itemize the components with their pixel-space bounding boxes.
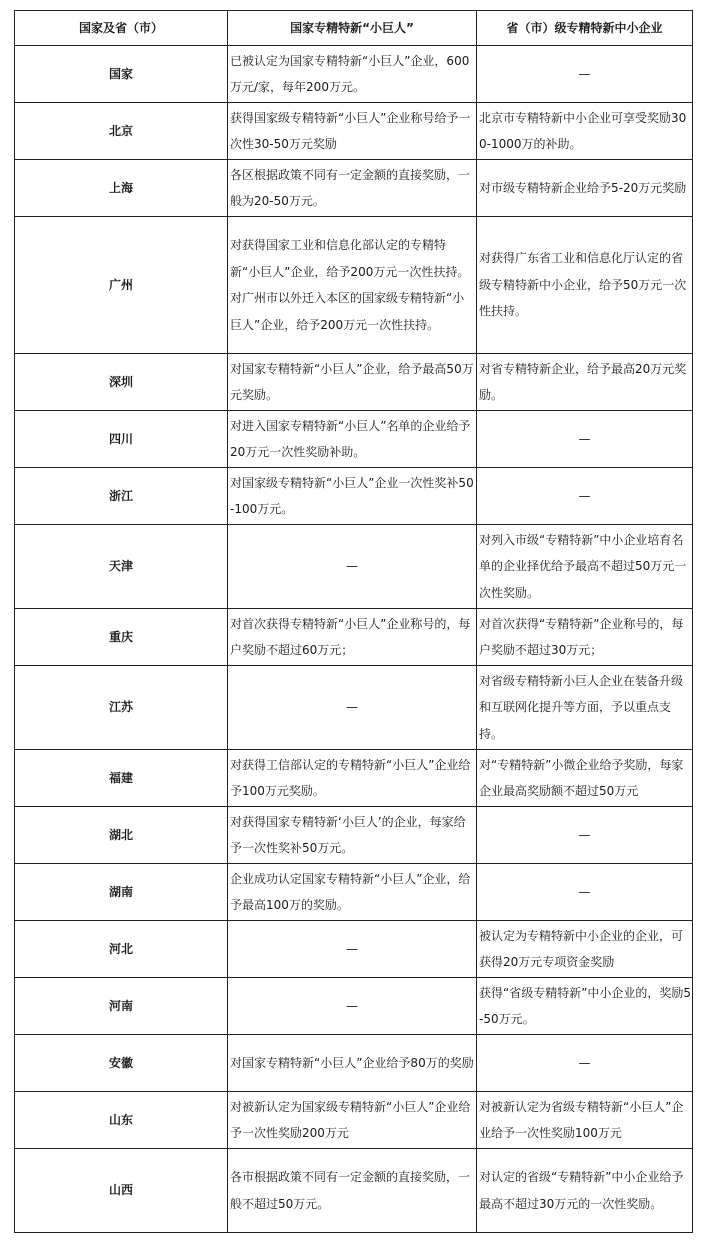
table-row: [15, 217, 693, 354]
national-policy-cell: —: [228, 525, 477, 609]
provincial-policy-cell: —: [477, 864, 693, 921]
national-policy-cell: 对获得国家工业和信息化部认定的专精特新“小巨人”企业，给予200万元一次性扶持。对广州市以外迁入本区的国家级专精特新“小巨人”企业，给予200万元一次性扶持。: [228, 217, 477, 354]
region-cell: 广州: [15, 217, 228, 354]
national-policy-cell: 对被新认定为国家级专精特新“小巨人”企业给予一次性奖励200万元: [228, 1092, 477, 1149]
table-row: [15, 921, 693, 978]
subsidy-table: [14, 10, 693, 1233]
national-policy-cell: —: [228, 921, 477, 978]
national-policy-cell: 对国家专精特新“小巨人”企业，给予最高50万元奖励。: [228, 354, 477, 411]
table-row: [15, 609, 693, 666]
region-cell: 天津: [15, 525, 228, 609]
provincial-policy-cell: —: [477, 411, 693, 468]
national-policy-cell: 对进入国家专精特新“小巨人”名单的企业给予20万元一次性奖励补助。: [228, 411, 477, 468]
region-cell: 国家: [15, 46, 228, 103]
national-policy-cell: 企业成功认定国家专精特新“小巨人”企业，给予最高100万的奖励。: [228, 864, 477, 921]
table-row: [15, 525, 693, 609]
region-cell: 上海: [15, 160, 228, 217]
national-policy-cell: 对国家专精特新“小巨人”企业给予80万的奖励: [228, 1035, 477, 1092]
region-cell: 福建: [15, 750, 228, 807]
national-policy-cell: 各市根据政策不同有一定金额的直接奖励，一般不超过50万元。: [228, 1149, 477, 1233]
region-cell: 山西: [15, 1149, 228, 1233]
region-cell: 北京: [15, 103, 228, 160]
region-cell: 湖北: [15, 807, 228, 864]
table-row: [15, 160, 693, 217]
provincial-policy-cell: 北京市专精特新中小企业可享受奖励300-1000万的补助。: [477, 103, 693, 160]
table-row: [15, 468, 693, 525]
table-row: [15, 1149, 693, 1233]
region-cell: 浙江: [15, 468, 228, 525]
provincial-policy-cell: 对“专精特新”小微企业给予奖励，每家企业最高奖励额不超过50万元: [477, 750, 693, 807]
region-cell: 山东: [15, 1092, 228, 1149]
provincial-policy-cell: 对列入市级“专精特新”中小企业培育名单的企业择优给予最高不超过50万元一次性奖励。: [477, 525, 693, 609]
provincial-policy-cell: 对市级专精特新企业给予5-20万元奖励: [477, 160, 693, 217]
table-row: [15, 666, 693, 750]
region-cell: 深圳: [15, 354, 228, 411]
provincial-policy-cell: —: [477, 468, 693, 525]
region-cell: 安徽: [15, 1035, 228, 1092]
provincial-policy-cell: —: [477, 1035, 693, 1092]
provincial-policy-cell: 对获得广东省工业和信息化厅认定的省级专精特新中小企业，给予50万元一次性扶持。: [477, 217, 693, 354]
region-cell: 江苏: [15, 666, 228, 750]
table-row: [15, 978, 693, 1035]
provincial-policy-cell: 被认定为专精特新中小企业的企业，可获得20万元专项资金奖励: [477, 921, 693, 978]
national-policy-cell: 获得国家级专精特新“小巨人”企业称号给予一次性30-50万元奖励: [228, 103, 477, 160]
provincial-policy-cell: 对首次获得“专精特新”企业称号的，每户奖励不超过30万元；: [477, 609, 693, 666]
table-row: [15, 1092, 693, 1149]
provincial-policy-cell: 对省专精特新企业，给予最高20万元奖励。: [477, 354, 693, 411]
region-cell: 重庆: [15, 609, 228, 666]
region-cell: 湖南: [15, 864, 228, 921]
region-cell: 河北: [15, 921, 228, 978]
national-policy-cell: 已被认定为国家专精特新“小巨人”企业，600万元/家，每年200万元。: [228, 46, 477, 103]
provincial-policy-cell: —: [477, 46, 693, 103]
national-policy-cell: —: [228, 666, 477, 750]
region-cell: 四川: [15, 411, 228, 468]
header-provincial: 省（市）级专精特新中小企业: [477, 11, 693, 46]
table-row: [15, 354, 693, 411]
table-row: [15, 411, 693, 468]
national-policy-cell: 对获得国家专精特新‘小巨人’的企业，每家给予一次性奖补50万元。: [228, 807, 477, 864]
provincial-policy-cell: 对省级专精特新小巨人企业在装备升级和互联网化提升等方面，予以重点支持。: [477, 666, 693, 750]
table-row: [15, 46, 693, 103]
table-row: [15, 750, 693, 807]
provincial-policy-cell: 对认定的省级“专精特新”中小企业给予最高不超过30万元的一次性奖励。: [477, 1149, 693, 1233]
provincial-policy-cell: —: [477, 807, 693, 864]
table-row: [15, 1035, 693, 1092]
national-policy-cell: 对国家级专精特新“小巨人”企业一次性奖补50-100万元。: [228, 468, 477, 525]
provincial-policy-cell: 获得“省级专精特新”中小企业的，奖励5-50万元。: [477, 978, 693, 1035]
region-cell: 河南: [15, 978, 228, 1035]
national-policy-cell: 各区根据政策不同有一定金额的直接奖励，一般为20-50万元。: [228, 160, 477, 217]
table-row: [15, 864, 693, 921]
national-policy-cell: 对首次获得专精特新“小巨人”企业称号的，每户奖励不超过60万元；: [228, 609, 477, 666]
table-row: [15, 103, 693, 160]
national-policy-cell: 对获得工信部认定的专精特新“小巨人”企业给予100万元奖励。: [228, 750, 477, 807]
header-national: 国家专精特新“小巨人”: [228, 11, 477, 46]
header-row: [15, 11, 693, 46]
national-policy-cell: —: [228, 978, 477, 1035]
header-region: 国家及省（市）: [15, 11, 228, 46]
provincial-policy-cell: 对被新认定为省级专精特新“小巨人”企业给予一次性奖励100万元: [477, 1092, 693, 1149]
table-row: [15, 807, 693, 864]
